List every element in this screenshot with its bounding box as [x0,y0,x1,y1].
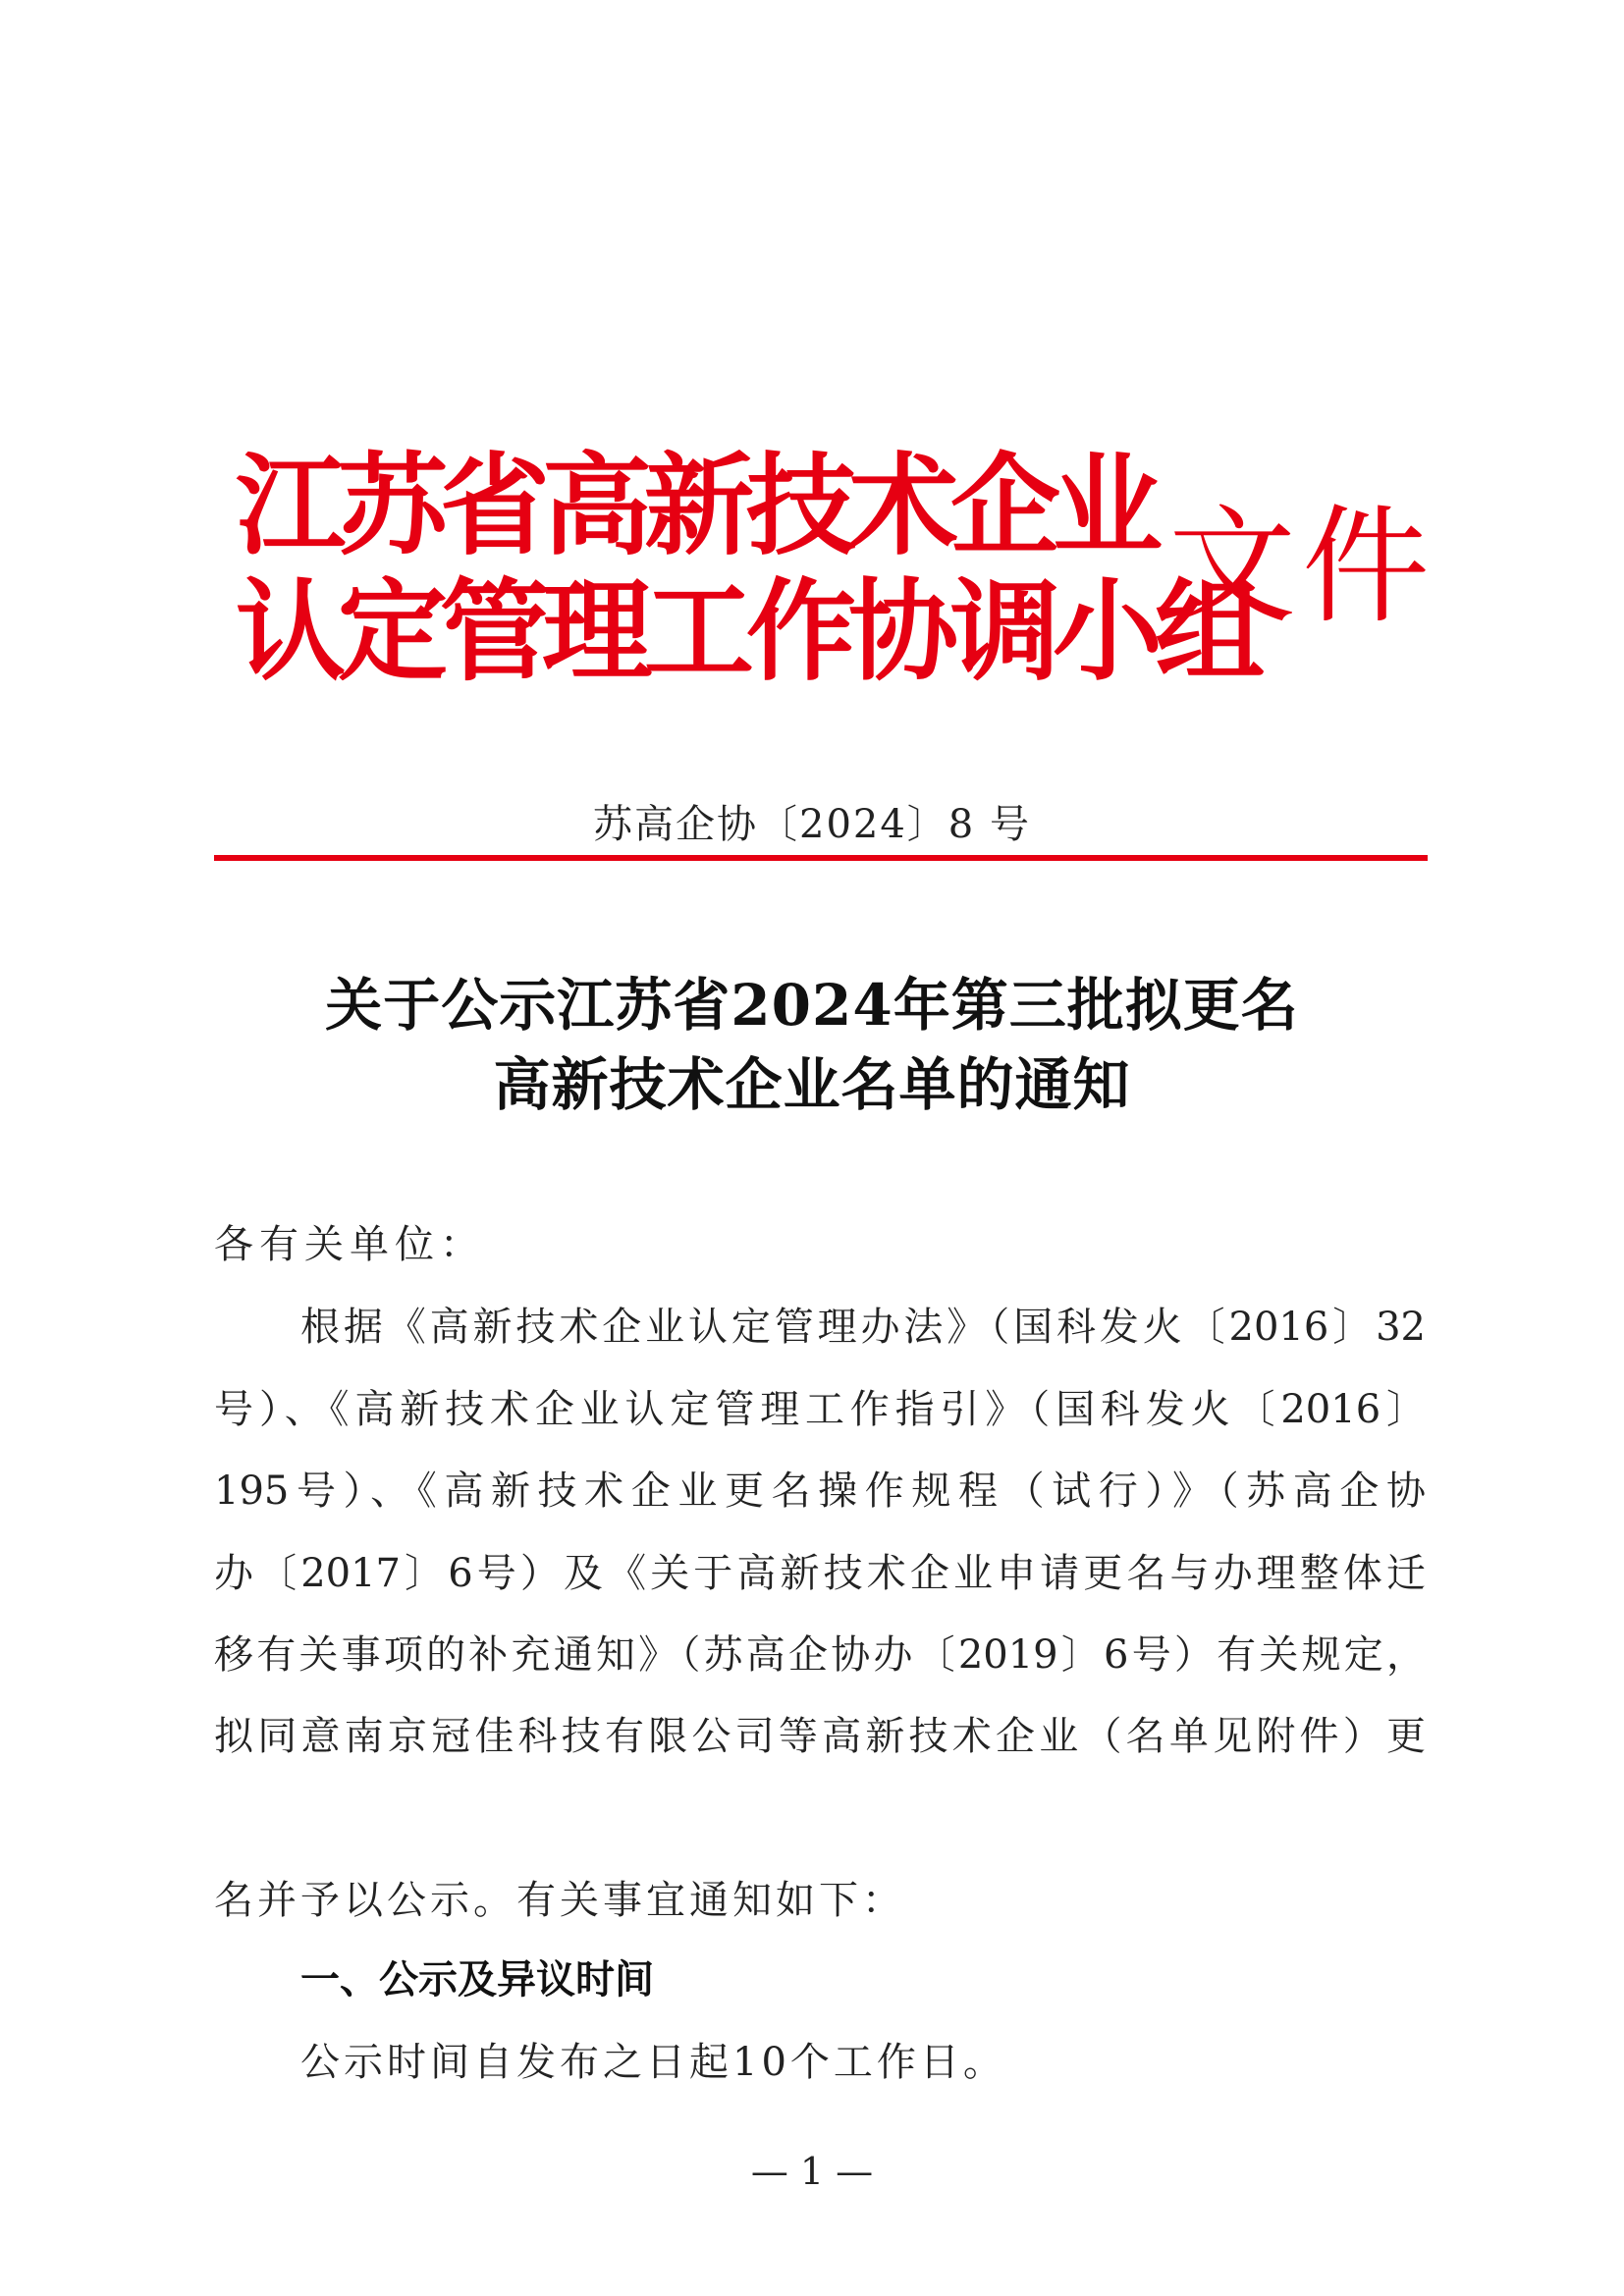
red-divider-line [214,855,1428,861]
notice-title-line2: 高新技术企业名单的通知 [493,1051,1131,1118]
document-number: 苏高企协〔2024〕8 号 [593,802,1031,847]
issuer-name-line1: 江苏省高新技术企业 [236,443,1155,570]
document-type-label: 文件 [1168,492,1436,641]
paragraph-line: 195号）、《高新技术企业更名操作规程（试行）》（苏高企协 [214,1468,1426,1514]
section-body-text: 公示时间自发布之日起10个工作日。 [300,2040,1006,2085]
page-number: — 1 — [750,2150,874,2193]
paragraph-line: 号）、《高新技术企业认定管理工作指引》（国科发火〔2016〕 [214,1387,1426,1432]
salutation: 各有关单位： [214,1222,485,1267]
paragraph-line: 办〔2017〕6号）及《关于高新技术企业申请更名与办理整体迁 [214,1551,1426,1596]
paragraph-line: 名并予以公示。有关事宜通知如下： [214,1878,905,1923]
issuer-name-line2: 认定管理工作协调小组 [236,568,1257,696]
paragraph-line: 拟同意南京冠佳科技有限公司等高新技术企业（名单见附件）更 [214,1714,1426,1759]
paragraph-line: 根据《高新技术企业认定管理办法》（国科发火〔2016〕32 [300,1305,1426,1350]
section-heading: 一、公示及异议时间 [300,1957,654,2002]
paragraph-line: 移有关事项的补充通知》（苏高企协办〔2019〕6号）有关规定， [214,1632,1426,1678]
notice-title-line1: 关于公示江苏省2024年第三批拟更名 [325,972,1299,1039]
